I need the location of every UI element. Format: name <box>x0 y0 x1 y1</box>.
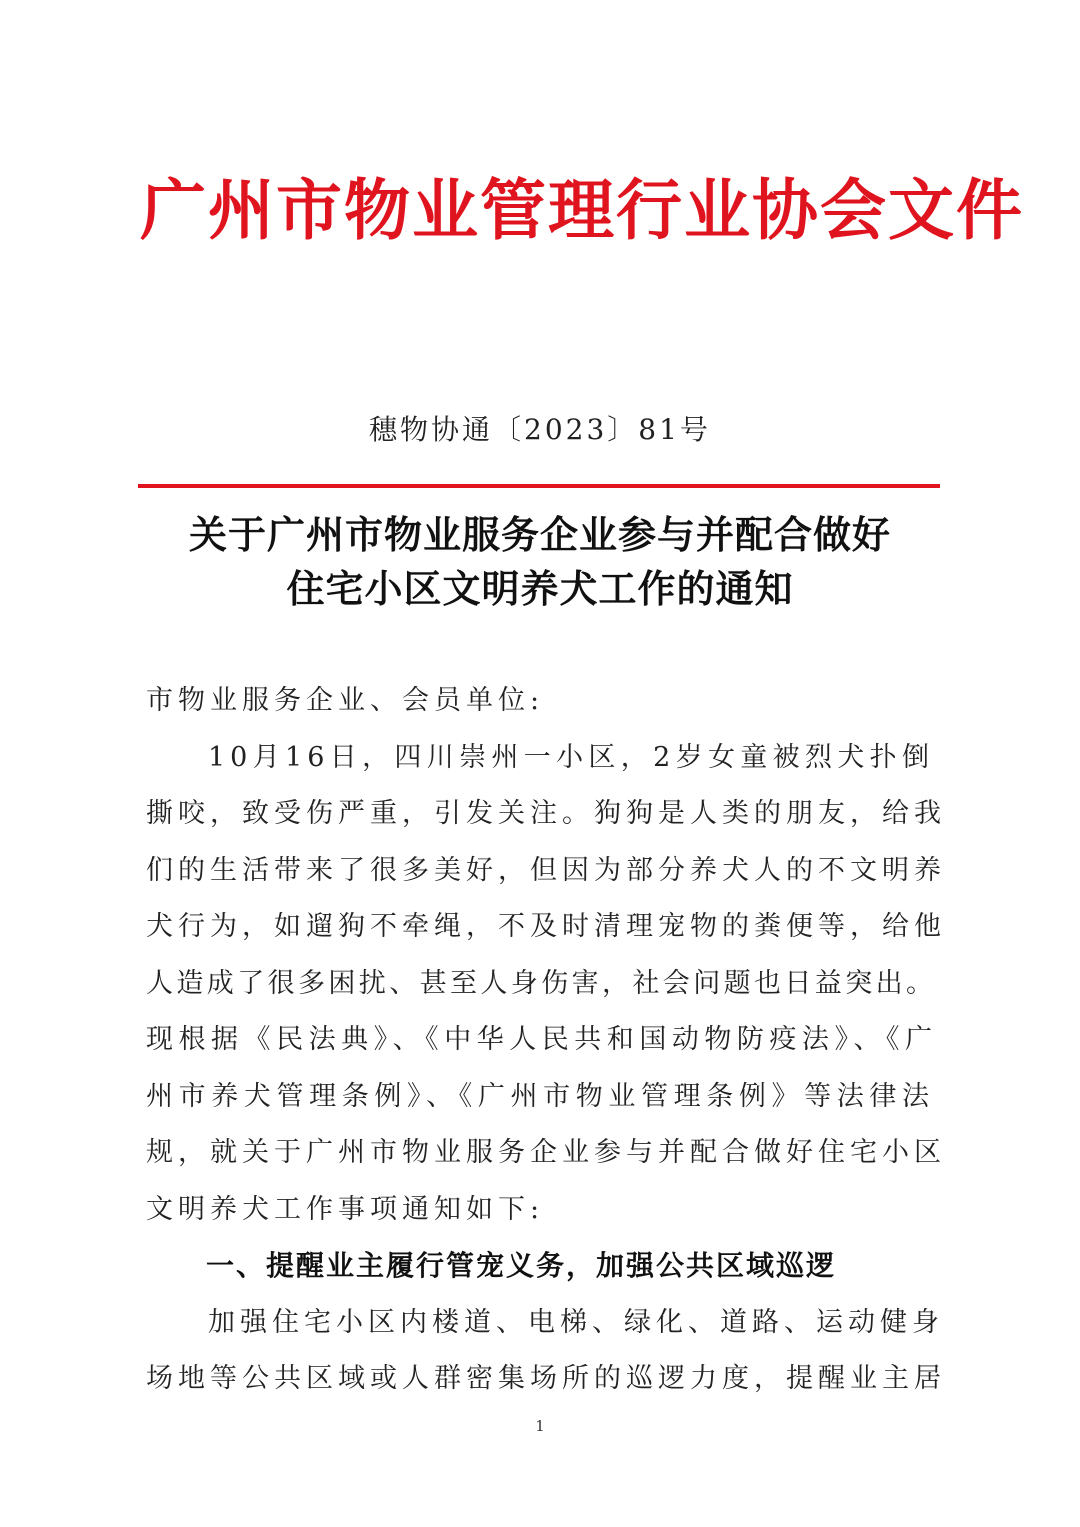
body-line: 人造成了很多困扰、甚至人身伤害，社会问题也日益突出。 <box>146 967 934 999</box>
body-line: 撕咬，致受伤严重，引发关注。狗狗是人类的朋友，给我 <box>146 798 946 829</box>
notice-title <box>100 508 980 616</box>
body-line: 犬行为，如遛狗不牵绳，不及时清理宠物的粪便等，给他 <box>146 911 946 942</box>
org-header-title: 广州市物业管理行业协会文件 <box>140 171 1024 249</box>
body-line: 加强住宅小区内楼道、电梯、绿化、道路、运动健身 <box>208 1306 944 1338</box>
section-heading: 一、提醒业主履行管宠义务，加强公共区域巡逻 <box>206 1249 837 1282</box>
notice-title-line: 关于广州市物业服务企业参与并配合做好 <box>188 512 891 557</box>
salutation: 市物业服务企业、会员单位: <box>146 685 545 716</box>
notice-title-line: 住宅小区文明养犬工作的通知 <box>286 566 794 611</box>
body-line: 规，就关于广州市物业服务企业参与并配合做好住宅小区 <box>146 1137 946 1168</box>
page-number: 1 <box>535 1417 545 1435</box>
body-line: 场地等公共区域或人群密集场所的巡逻力度，提醒业主居 <box>146 1363 946 1394</box>
document-number: 穗物协通〔2023〕81号 <box>369 413 711 446</box>
body-line: 们的生活带来了很多美好，但因为部分养犬人的不文明养 <box>146 854 946 886</box>
red-divider-line <box>138 484 940 488</box>
body-line: 州市养犬管理条例》、《广州市物业管理条例》等法律法 <box>146 1080 934 1112</box>
notice-body <box>146 673 946 1408</box>
body-line: 文明养犬工作事项通知如下: <box>146 1193 545 1225</box>
body-line: 现根据《民法典》、《中华人民共和国动物防疫法》、《广 <box>146 1024 934 1055</box>
body-line: 10月16日，四川崇州一小区，2岁女童被烈犬扑倒 <box>208 741 934 773</box>
